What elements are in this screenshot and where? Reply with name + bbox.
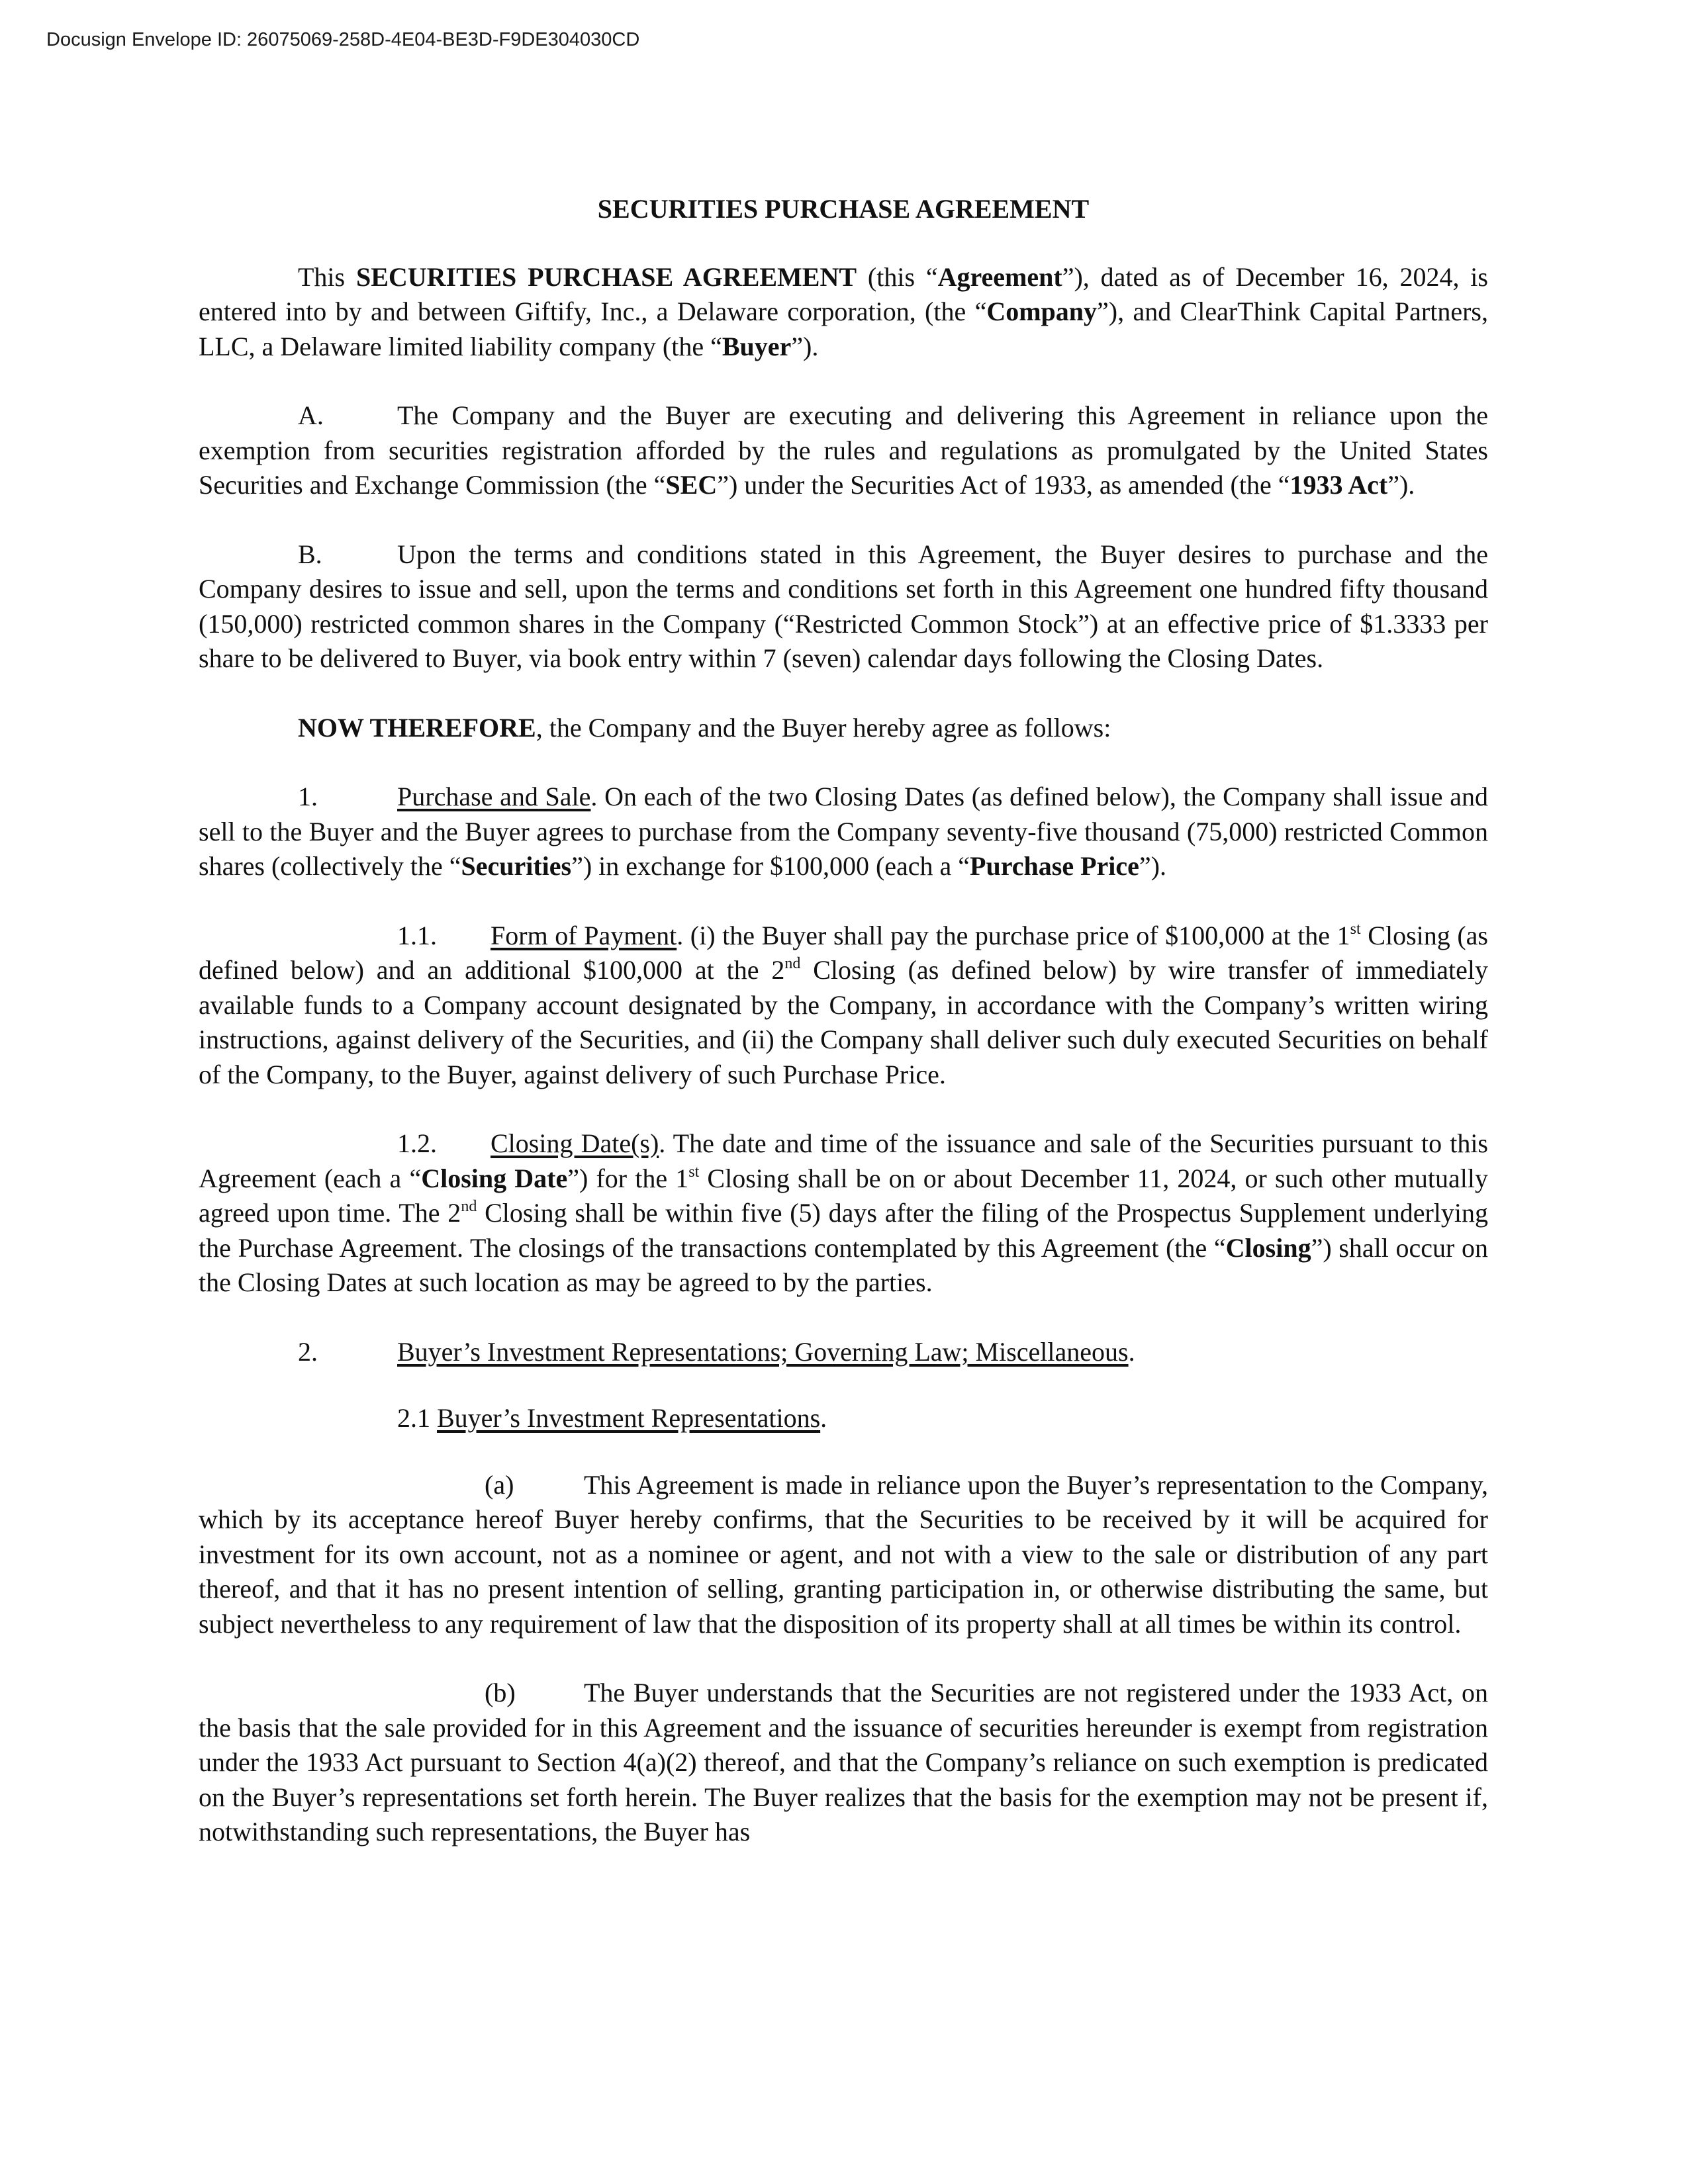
recital-b: B. Upon the terms and conditions stated in this Agreement, the Buyer desires to purchase and the Company desires to issue and sell, upon the terms and conditions set forth in this Agreement one hundred fifty thousand (150,000) restricted common shares in the Company (“Restricted Common Stock”) at an effective price of $1.3333 per share to be delivered to Buyer, via book entry within 7 (seven) calendar days following the Closing Dates. xyxy=(199,537,1488,676)
clause-b: (b) The Buyer understands that the Securities are not registered under the 1933 Act, on the basis that the sale provided for in this Agreement and the issuance of securities hereunder is exempt from registration under the 1933 Act pursuant to Section 4(a)(2) thereof, and that the Company’s reliance on such exemption is predicated on the Buyer’s representations set forth herein. The Buyer realizes that the basis for the exemption may not be present if, notwithstanding such representations, the Buyer has xyxy=(199,1676,1488,1850)
recital-b-number: B. xyxy=(298,539,322,569)
section-1-2-heading: Closing Date(s) xyxy=(491,1128,659,1158)
clause-b-number: (b) xyxy=(485,1678,516,1707)
section-1-2-number: 1.2. xyxy=(397,1128,437,1158)
recital-a: A. The Company and the Buyer are executing and delivering this Agreement in reliance upon the exemption from securities registration afforded by the rules and regulations as promulgated by the United States Securities and Exchange Commission (the “SEC”) under the Securities Act of 1933, as amended (the “1933 Act”). xyxy=(199,398,1488,503)
recital-a-number: A. xyxy=(298,400,324,430)
section-2-heading-line: 2. Buyer’s Investment Representations; Governing Law; Miscellaneous. xyxy=(199,1335,1488,1370)
agreement-page xyxy=(199,192,1488,1850)
now-therefore-paragraph: NOW THEREFORE, the Company and the Buyer hereby agree as follows: xyxy=(298,712,1111,743)
section-1-purchase-and-sale: 1. Purchase and Sale. On each of the two Closing Dates (as defined below), the Company shall issue and sell to the Buyer and the Buyer agrees to purchase from the Company seventy-five thousand (75,000) restricted Common shares (collectively the “Securities”) in exchange for $100,000 (each a “Purchase Price”). xyxy=(199,780,1488,884)
section-2-1-heading-line: 2.1 Buyer’s Investment Representations. xyxy=(397,1403,827,1433)
section-1-number: 1. xyxy=(298,782,318,811)
intro-paragraph: This SECURITIES PURCHASE AGREEMENT (this “Agreement”), dated as of December 16, 2024, is entered into by and between Giftify, Inc., a Delaware corporation, (the “Company”), and ClearThink Capital Partners, LLC, a Delaware limited liability company (the “Buyer”). xyxy=(199,261,1488,361)
section-1-1-number: 1.1. xyxy=(397,920,437,950)
section-2-1-heading: Buyer’s Investment Representations xyxy=(437,1403,821,1433)
section-1-2-closing-dates: 1.2. Closing Date(s). The date and time of the issuance and sale of the Securities pursuant to this Agreement (each a “Closing Date”) for the 1st Closing shall be on or about December 11, 2024, or such other mutually agreed upon time. The 2nd Closing shall be within five (5) days after the filing of the Prospectus Supplement underlying the Purchase Agreement. The closings of the transactions contemplated by this Agreement (the “Closing”) shall occur on the Closing Dates at such location as may be agreed to by the parties. xyxy=(199,1126,1488,1300)
section-2-heading: Buyer’s Investment Representations; Governing Law; Miscellaneous xyxy=(397,1336,1129,1367)
section-2-number: 2. xyxy=(298,1336,318,1367)
clause-a-number: (a) xyxy=(485,1469,514,1500)
clause-a: (a) This Agreement is made in reliance upon the Buyer’s representation to the Company, which by its acceptance hereof Buyer hereby confirms, that the Securities to be received by it will be acquired for investment for its own account, not as a nominee or agent, and not with a view to the sale or distribution of any part thereof, and that it has no present intention of selling, granting participation in, or otherwise distributing the same, but subject nevertheless to any requirement of law that the disposition of its property shall at all times be within its control. xyxy=(199,1468,1488,1642)
section-1-heading: Purchase and Sale xyxy=(397,782,591,811)
docusign-envelope-id: Docusign Envelope ID: 26075069-258D-4E04-BE3D-F9DE304030CD xyxy=(46,29,640,50)
section-2-1-number: 2.1 xyxy=(397,1403,430,1433)
section-1-1-heading: Form of Payment xyxy=(491,920,677,950)
document-title: SECURITIES PURCHASE AGREEMENT xyxy=(597,194,1090,224)
section-1-1-form-of-payment: 1.1. Form of Payment. (i) the Buyer shall pay the purchase price of $100,000 at the 1st Closing (as defined below) and an additional $100,000 at the 2nd Closing (as defined below) by wire transfer of immediately available funds to a Company account designated by the Company, in accordance with the Company’s written wiring instructions, against delivery of the Securities, and (ii) the Company shall deliver such duly executed Securities on behalf of the Company, to the Buyer, against delivery of such Purchase Price. xyxy=(199,919,1488,1093)
